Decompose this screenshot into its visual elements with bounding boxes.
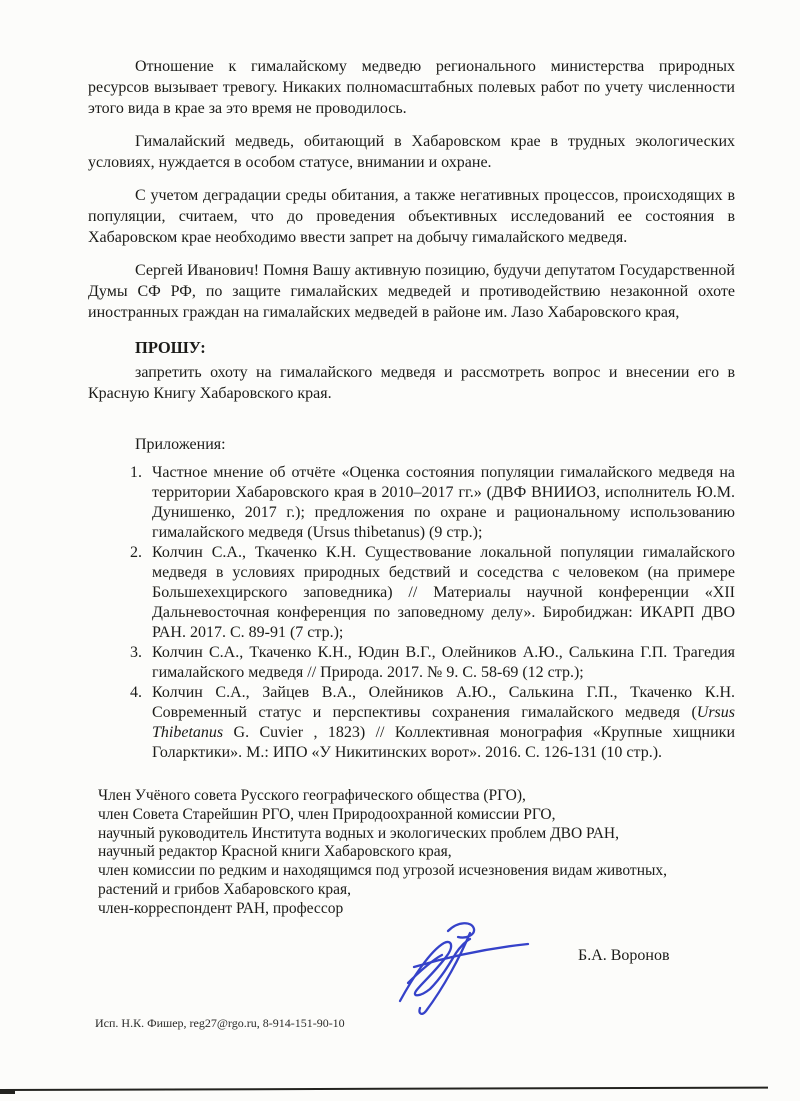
request-body: запретить охоту на гималайского медведя и рассмотреть вопрос и внесении его в Красную Книгу Хабаровского края. <box>88 364 735 402</box>
signer-title-line: научный руководитель Института водных и экологических проблем ДВО РАН, <box>98 824 619 842</box>
list-item-text <box>152 683 735 763</box>
signer-title-line: растений и грибов Хабаровского края, <box>98 880 352 898</box>
list-item-number: 4. <box>130 684 142 701</box>
executor-contact-note: Исп. Н.К. Фишер, reg27@rgo.ru, 8-914-151-90-10 <box>95 1016 345 1030</box>
list-item <box>88 683 735 763</box>
scan-page-edge-corner <box>0 1089 15 1094</box>
signer-title-line: научный редактор Красной книги Хабаровского края, <box>98 843 452 861</box>
list-item <box>88 543 735 643</box>
scan-page-edge-line <box>0 1087 768 1091</box>
list-item-number: 1. <box>130 464 142 481</box>
list-item-text-part: Колчин С.А., Зайцев В.А., Олейников А.Ю., Салькина Г.П., Ткаченко К.Н. Современный статус и перспективы сохранения гималайского медведя ( <box>152 684 735 721</box>
latin-species-name: Ursus Thibetanus <box>152 704 735 741</box>
letter-body <box>88 56 735 919</box>
signer-title-line: член Совета Старейшин РГО, член Природоохранной комиссии РГО, <box>98 805 556 823</box>
paragraph-bear-status: Гималайский медведь, обитающий в Хабаровском крае в трудных экологических условиях, нуждается в особом статусе, внимании и охране. <box>88 133 735 171</box>
list-item-text: Частное мнение об отчёте «Оценка состояния популяции гималайского медведя на территории Хабаровского края в 2010–2017 гг.» (ДВФ ВНИИОЗ, исполнитель Ю.М. Дунишенко, 2017 г.); предложения по охране и рациональному использованию гималайского медведя (Ursus thibetanus) (9 стр.); <box>152 464 735 541</box>
signer-name: Б.А. Воронов <box>578 947 670 964</box>
signer-title-line: член комиссии по редким и находящимся под угрозой исчезновения видам животных, <box>98 862 668 880</box>
signer-title-line: член-корреспондент РАН, профессор <box>98 899 344 917</box>
attachments-heading: Приложения: <box>135 436 226 453</box>
signer-title-line: Член Учёного совета Русского географического общества (РГО), <box>98 787 526 804</box>
list-item-number: 3. <box>130 644 142 661</box>
list-item-text: Колчин С.А., Ткаченко К.Н., Юдин В.Г., Олейников А.Ю., Салькина Г.П. Трагедия гималайского медведя // Природа. 2017. № 9. С. 58-69 (12 стр.); <box>152 644 735 681</box>
paragraph-ministry-concern: Отношение к гималайскому медведю регионального министерства природных ресурсов вызывает тревогу. Никаких полномасштабных полевых работ по учету численности этого вида в крае за это время не проводилось. <box>88 58 735 117</box>
request-heading: ПРОШУ: <box>135 338 206 357</box>
list-item-text: Колчин С.А., Ткаченко К.Н. Существование локальной популяции гималайского медведя в условиях природных бедствий и соседства с человеком (на примере Большехехцирского заповедника) // Материалы научной конференции «XII Дальневосточная конференция по заповедному делу». Биробиджан: ИКАРП ДВО РАН. 2017. С. 89-91 (7 стр.); <box>152 544 735 641</box>
handwritten-signature <box>386 913 551 1021</box>
signer-titles-block <box>98 787 735 919</box>
list-item <box>88 463 735 543</box>
list-item-number: 2. <box>130 544 142 561</box>
attachments-list <box>88 463 735 763</box>
paragraph-address-to-deputy: Сергей Иванович! Помня Вашу активную позицию, будучи депутатом Государственной Думы СФ РФ, по защите гималайских медведей и противодействию незаконной охоте иностранных граждан на гималайских медведей в районе им. Лазо Хабаровского края, <box>88 262 735 321</box>
paragraph-hunting-ban-rationale: С учетом деградации среды обитания, а также негативных процессов, происходящих в популяции, считаем, что до проведения объективных исследований ее состояния в Хабаровском крае необходимо ввести запрет на добычу гималайского медведя. <box>88 187 735 246</box>
list-item <box>88 643 735 683</box>
list-item-text-part: G. Cuvier , 1823) // Коллективная монография «Крупные хищники Голарктики». М.: ИПО «У Никитинских ворот». 2016. С. 126-131 (10 стр.). <box>152 724 735 761</box>
